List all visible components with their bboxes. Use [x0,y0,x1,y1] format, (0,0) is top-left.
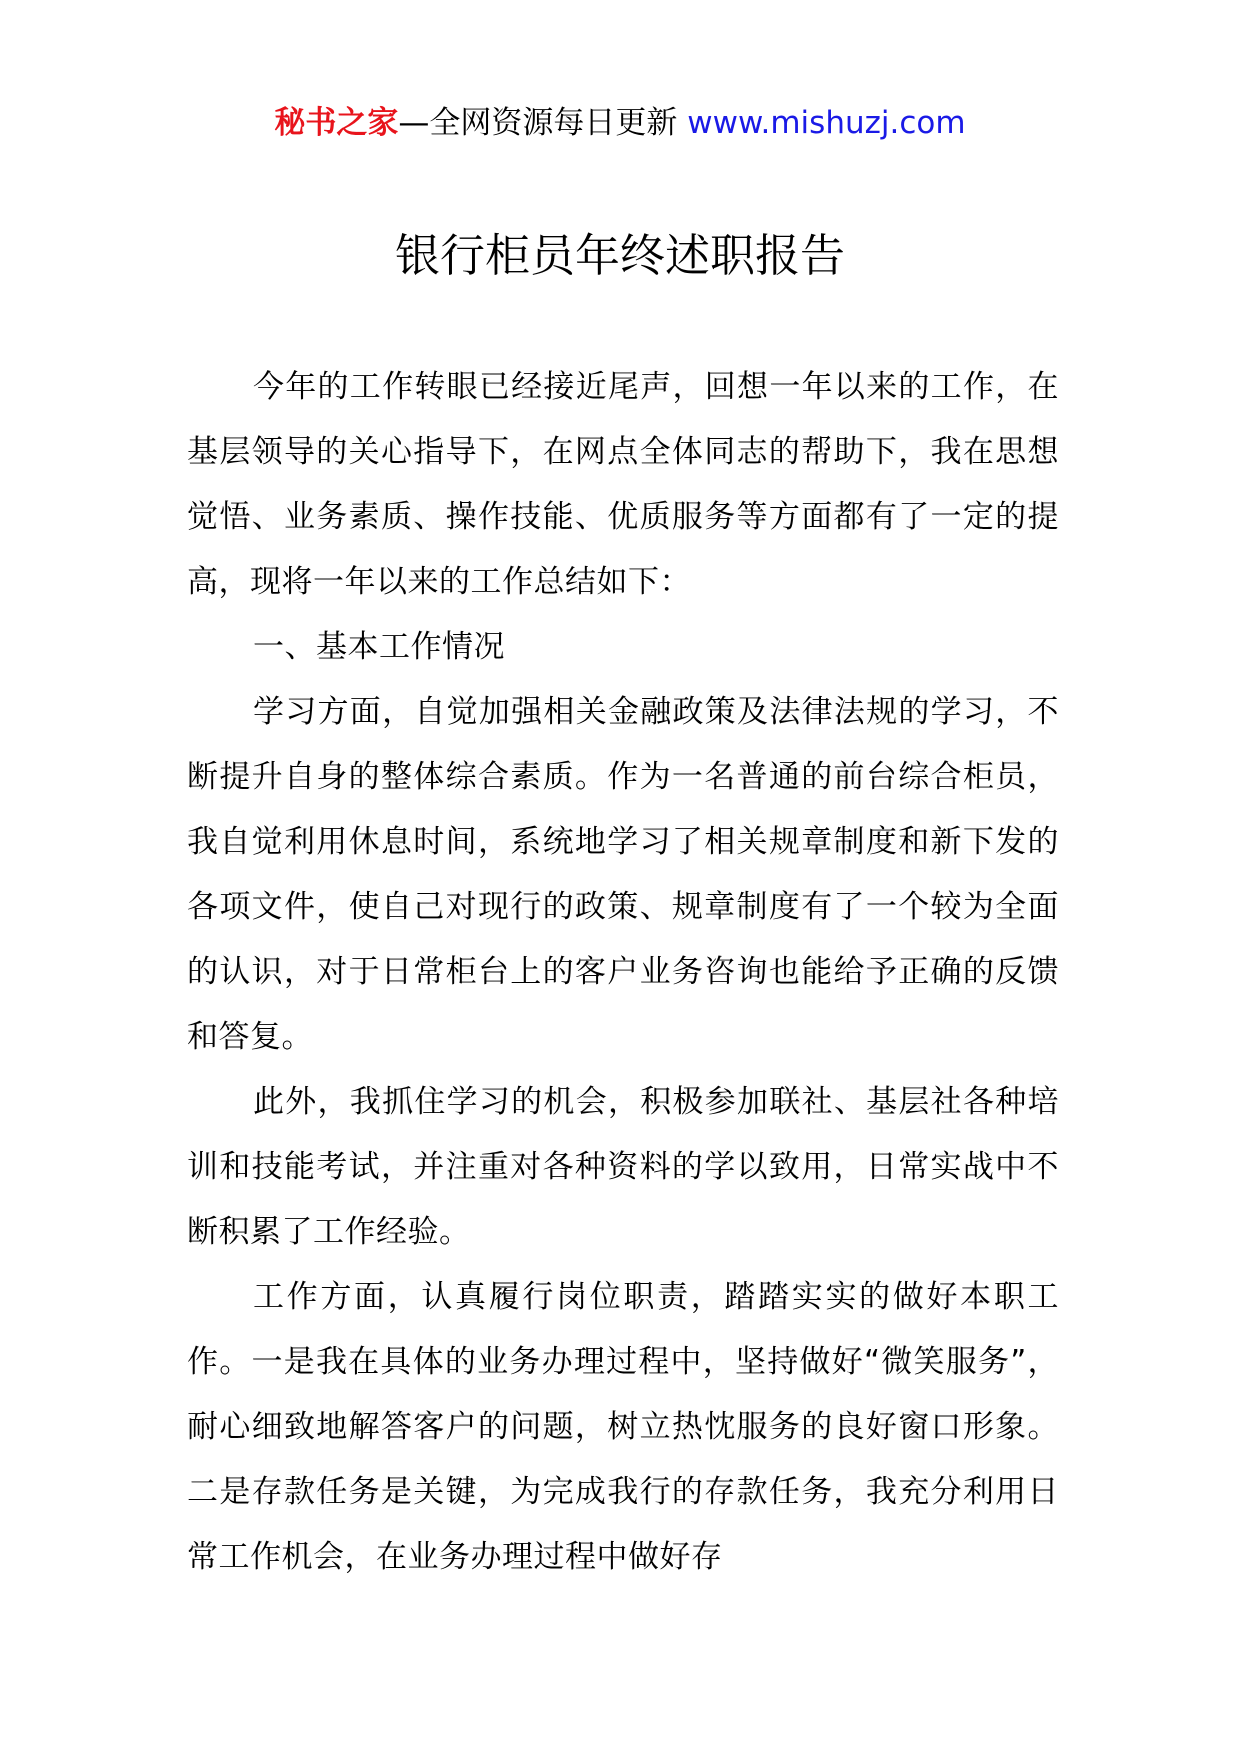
section-heading-basic-work: 一、基本工作情况 [253,629,505,665]
paragraph-study: 学习方面，自觉加强相关金融政策及法律法规的学习，不断提升自身的整体综合素质。作为一名普通的前台综合柜员，我自觉利用休息时间，系统地学习了相关规章制度和新下发的各项文件，使自己对现行的政策、规章制度有了一个较为全面的认识，对于日常柜台上的客户业务咨询也能给予正确的反馈和答复。 [187,694,1059,1055]
paragraph-work: 工作方面，认真履行岗位职责，踏踏实实的做好本职工作。一是我在具体的业务办理过程中，坚持做好“微笑服务”，耐心细致地解答客户的问题，树立热忱服务的良好窗口形象。二是存款任务是关键，为完成我行的存款任务，我充分利用日常工作机会，在业务办理过程中做好存 [187,1279,1059,1575]
document-title: 银行柜员年终述职报告 [394,229,845,282]
paragraph-intro: 今年的工作转眼已经接近尾声，回想一年以来的工作，在基层领导的关心指导下，在网点全体同志的帮助下，我在思想觉悟、业务素质、操作技能、优质服务等方面都有了一定的提高，现将一年以来的工作总结如下： [187,369,1059,600]
header-tagline: —全网资源每日更新 [398,105,688,141]
site-url-link[interactable]: www.mishuzj.com [687,105,966,141]
site-header [0,101,1240,145]
document-body [187,355,1059,1590]
brand-name: 秘书之家 [274,105,399,141]
paragraph-training: 此外，我抓住学习的机会，积极参加联社、基层社各种培训和技能考试，并注重对各种资料的学以致用，日常实战中不断积累了工作经验。 [187,1084,1059,1250]
